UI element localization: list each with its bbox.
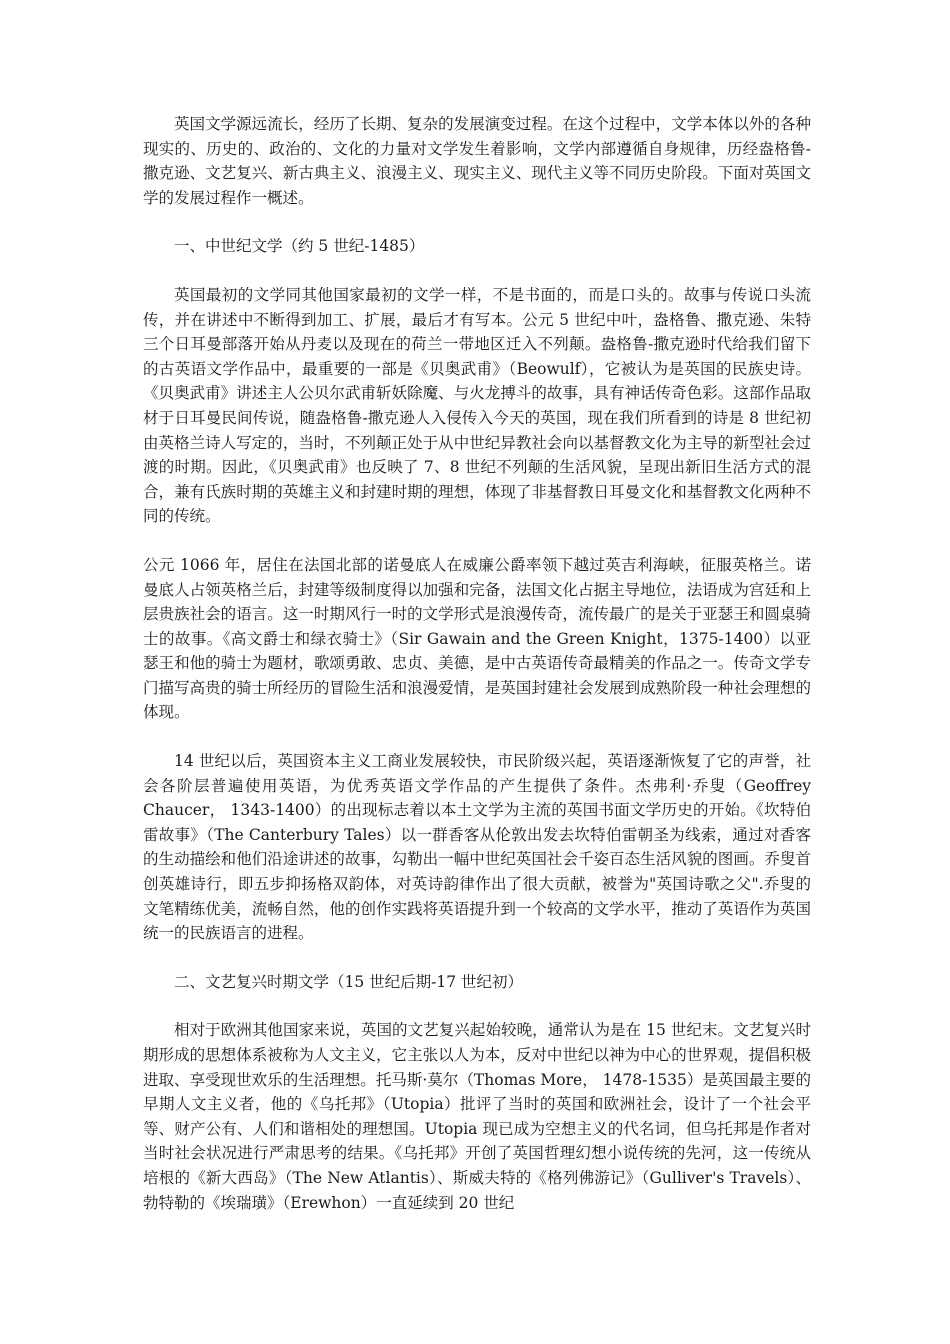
paragraph-norman-conquest: 公元 1066 年，居住在法国北部的诺曼底人在威廉公爵率领下越过英吉利海峡，征服英格兰。诺曼底人占领英格兰后，封建等级制度得以加强和完备，法国文化占据主导地位，法语成为宫廷和上层贵族社会的语言。这一时期风行一时的文学形式是浪漫传奇，流传最广的是关于亚瑟王和圆桌骑士的故事。《高文爵士和绿衣骑士》（Sir Gawain and the Green Knight，1375-1400）以亚瑟王和他的骑士为题材，歌颂勇敢、忠贞、美德，是中古英语传奇最精美的作品之一。传奇文学专门描写高贵的骑士所经历的冒险生活和浪漫爱情，是英国封建社会发展到成熟阶段一种社会理想的体现。 xyxy=(143,555,811,722)
paragraph-renaissance: 相对于欧洲其他国家来说，英国的文艺复兴起始较晚，通常认为是在 15 世纪末。文艺复兴时期形成的思想体系被称为人文主义，它主张以人为本，反对中世纪以神为中心的世界观，提倡积极进取、享受现世欢乐的生活理想。托马斯·莫尔（Thomas More， 1478-1535）是英国最主要的早期人文主义者，他的《乌托邦》（Utopia）批评了当时的英国和欧洲社会，设计了一个社会平等、财产公有、人们和谐相处的理想国。Utopia 现已成为空想主义的代名词，但乌托邦是作者对当时社会状况进行严肃思考的结果。《乌托邦》开创了英国哲理幻想小说传统的先河，这一传统从培根的《新大西岛》（The New Atlantis）、斯威夫特的《格列佛游记》（Gulliver's Travels）、勃特勒的《埃瑞璜》（Erewhon）一直延续到 20 世纪 xyxy=(143,1021,811,1212)
paragraph-chaucer: 14 世纪以后，英国资本主义工商业发展较快，市民阶级兴起，英语逐渐恢复了它的声誉，社会各阶层普遍使用英语，为优秀英语文学作品的产生提供了条件。杰弗利·乔叟（Geoffrey Chaucer， 1343-1400）的出现标志着以本土文学为主流的英国书面文学历史的开始。《坎特伯雷故事》（The Canterbury Tales）以一群香客从伦敦出发去坎特伯雷朝圣为线索，通过对香客的生动描绘和他们沿途讲述的故事，勾勒出一幅中世纪英国社会千姿百态生活风貌的图画。乔叟首创英雄诗行，即五步抑扬格双韵体，对英诗韵律作出了很大贡献，被誉为"英国诗歌之父".乔叟的文笔精练优美，流畅自然，他的创作实践将英语提升到一个较高的文学水平，推动了英语作为英国统一的民族语言的进程。 xyxy=(143,752,811,943)
intro-paragraph: 英国文学源远流长，经历了长期、复杂的发展演变过程。在这个过程中，文学本体以外的各种现实的、历史的、政治的、文化的力量对文学发生着影响，文学内部遵循自身规律，历经盎格鲁-撒克逊、文艺复兴、新古典主义、浪漫主义、现实主义、现代主义等不同历史阶段。下面对英国文学的发展过程作一概述。 xyxy=(143,115,811,207)
document-body xyxy=(143,112,811,1239)
paragraph-old-english: 英国最初的文学同其他国家最初的文学一样，不是书面的，而是口头的。故事与传说口头流传，并在讲述中不断得到加工、扩展，最后才有写本。公元 5 世纪中叶，盎格鲁、撒克逊、朱特三个日耳曼部落开始从丹麦以及现在的荷兰一带地区迁入不列颠。盎格鲁-撒克逊时代给我们留下的古英语文学作品中，最重要的一部是《贝奥武甫》（Beowulf），它被认为是英国的民族史诗。《贝奥武甫》讲述主人公贝尔武甫斩妖除魔、与火龙搏斗的故事，具有神话传奇色彩。这部作品取材于日耳曼民间传说，随盎格鲁-撒克逊人入侵传入今天的英国，现在我们所看到的诗是 8 世纪初由英格兰诗人写定的，当时，不列颠正处于从中世纪异教社会向以基督教文化为主导的新型社会过渡的时期。因此，《贝奥武甫》也反映了 7、8 世纪不列颠的生活风貌，呈现出新旧生活方式的混合，兼有氏族时期的英雄主义和封建时期的理想，体现了非基督教日耳曼文化和基督教文化两种不同的传统。 xyxy=(143,285,811,526)
section-heading-medieval: 一、中世纪文学（约 5 世纪-1485） xyxy=(174,237,425,256)
section-heading-renaissance: 二、文艺复兴时期文学（15 世纪后期-17 世纪初） xyxy=(174,972,524,991)
